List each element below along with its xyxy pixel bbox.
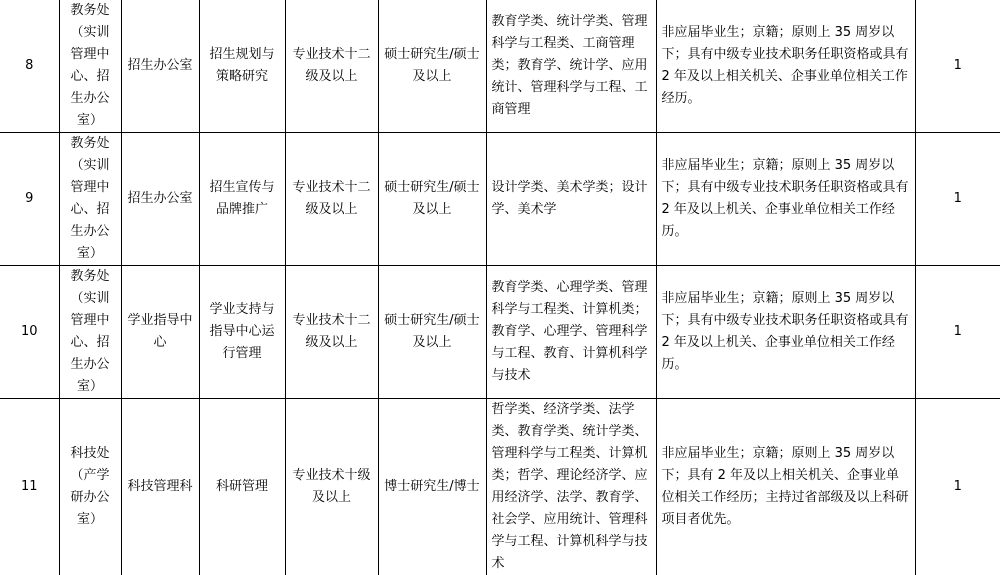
requirements-cell: 非应届毕业生；京籍；原则上 35 周岁以下；具有 2 年及以上相关机关、企事业单位相关工作经历；主持过省部级及以上科研项目者优先。	[656, 399, 915, 575]
degree-cell: 硕士研究生/硕士及以上	[378, 266, 486, 399]
level-cell: 专业技术十级及以上	[285, 399, 378, 575]
unit-cell: 招生办公室	[121, 133, 199, 266]
count-cell: 1	[915, 0, 1000, 133]
unit-cell: 招生办公室	[121, 0, 199, 133]
department-cell: 教务处（实训管理中心、招生办公室）	[59, 133, 121, 266]
department-cell: 科技处（产学研办公室）	[59, 399, 121, 575]
level-cell: 专业技术十二级及以上	[285, 266, 378, 399]
major-cell: 哲学类、经济学类、法学类、教育学类、统计学类、管理科学与工程类、计算机类；哲学、理论经济学、应用经济学、法学、教育学、社会学、应用统计、管理科学与工程、计算机科学与技术	[486, 399, 656, 575]
row-number: 11	[0, 399, 59, 575]
unit-cell: 科技管理科	[121, 399, 199, 575]
post-cell: 科研管理	[199, 399, 285, 575]
department-cell: 教务处（实训管理中心、招生办公室）	[59, 0, 121, 133]
major-cell: 教育学类、统计学类、管理科学与工程类、工商管理类；教育学、统计学、应用统计、管理科学与工程、工商管理	[486, 0, 656, 133]
major-cell: 教育学类、心理学类、管理科学与工程类、计算机类；教育学、心理学、管理科学与工程、教育、计算机科学与技术	[486, 266, 656, 399]
count-cell: 1	[915, 399, 1000, 575]
row-number: 8	[0, 0, 59, 133]
level-cell: 专业技术十二级及以上	[285, 133, 378, 266]
post-cell: 学业支持与指导中心运行管理	[199, 266, 285, 399]
row-number: 9	[0, 133, 59, 266]
table-row	[0, 133, 1000, 266]
count-cell: 1	[915, 266, 1000, 399]
post-cell: 招生宣传与品牌推广	[199, 133, 285, 266]
table-row	[0, 266, 1000, 399]
requirements-cell: 非应届毕业生；京籍；原则上 35 周岁以下；具有中级专业技术职务任职资格或具有 2 年及以上相关机关、企事业单位相关工作经历。	[656, 0, 915, 133]
major-cell: 设计学类、美术学类；设计学、美术学	[486, 133, 656, 266]
table-row	[0, 0, 1000, 133]
degree-cell: 博士研究生/博士	[378, 399, 486, 575]
row-number: 10	[0, 266, 59, 399]
degree-cell: 硕士研究生/硕士及以上	[378, 133, 486, 266]
requirements-cell: 非应届毕业生；京籍；原则上 35 周岁以下；具有中级专业技术职务任职资格或具有 2 年及以上机关、企事业单位相关工作经历。	[656, 133, 915, 266]
degree-cell: 硕士研究生/硕士及以上	[378, 0, 486, 133]
requirements-cell: 非应届毕业生；京籍；原则上 35 周岁以下；具有中级专业技术职务任职资格或具有 2 年及以上机关、企事业单位相关工作经历。	[656, 266, 915, 399]
unit-cell: 学业指导中心	[121, 266, 199, 399]
post-cell: 招生规划与策略研究	[199, 0, 285, 133]
table-row	[0, 399, 1000, 575]
count-cell: 1	[915, 133, 1000, 266]
department-cell: 教务处（实训管理中心、招生办公室）	[59, 266, 121, 399]
level-cell: 专业技术十二级及以上	[285, 0, 378, 133]
